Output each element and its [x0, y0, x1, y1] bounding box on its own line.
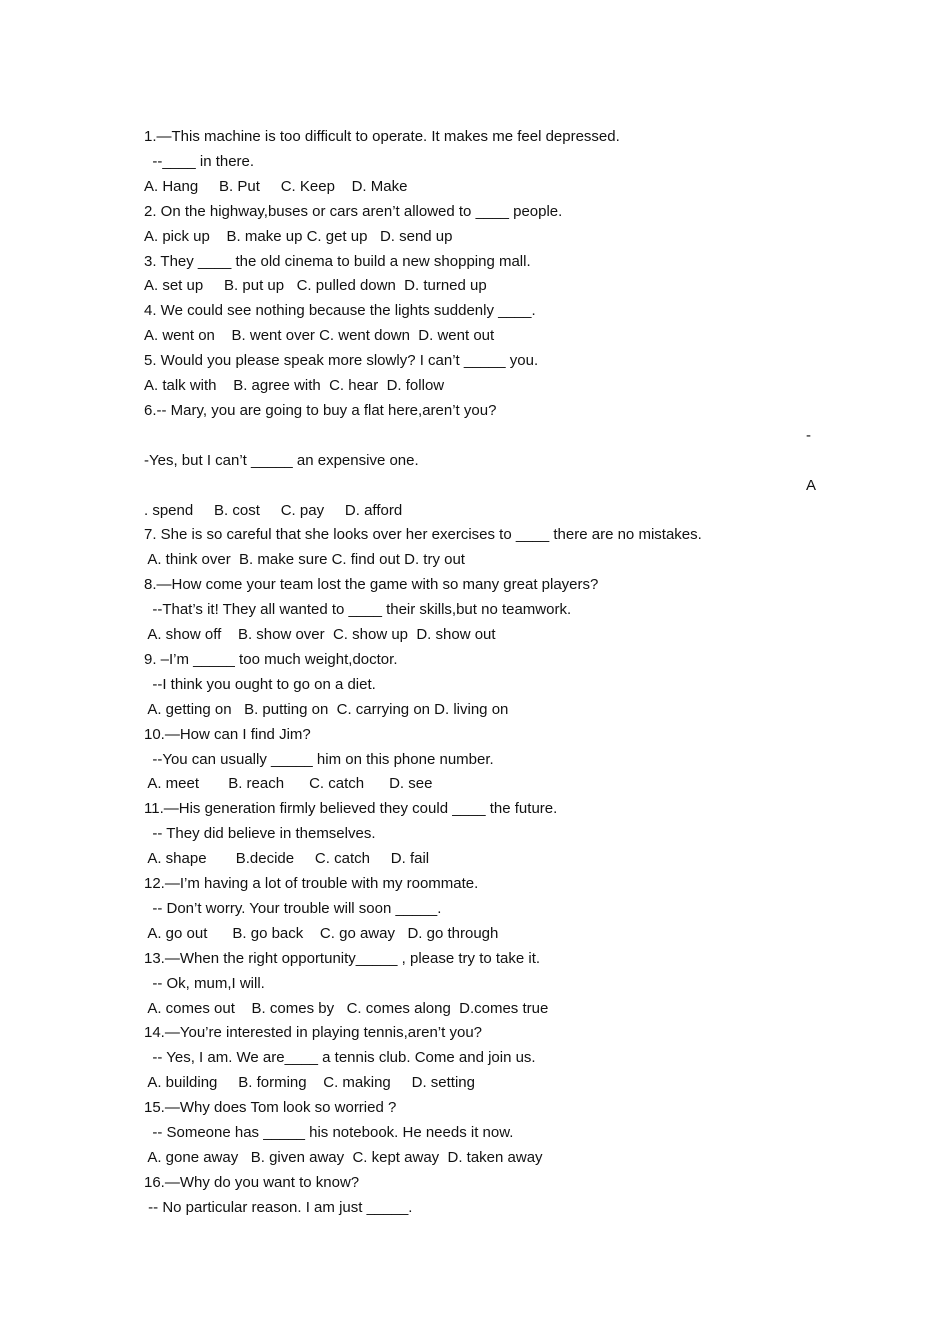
- text-line-25: 10.—How can I find Jim?: [144, 726, 311, 743]
- text-line-7: A. set up B. put up C. pulled down D. turned up: [144, 277, 487, 294]
- text-line-44: -- No particular reason. I am just _____.: [144, 1199, 413, 1216]
- text-line-6: 3. They ____ the old cinema to build a new shopping mall.: [144, 253, 531, 270]
- text-line-20: --That’s it! They all wanted to ____ their skills,but no teamwork.: [144, 601, 572, 618]
- text-line-31: 12.—I’m having a lot of trouble with my roommate.: [144, 875, 479, 892]
- text-line-21: A. show off B. show over C. show up D. show out: [144, 626, 496, 643]
- stray-letter-mark: A: [806, 477, 817, 494]
- text-line-9: A. went on B. went over C. went down D. went out: [144, 327, 495, 344]
- text-line-43: 16.—Why do you want to know?: [144, 1174, 360, 1191]
- text-line-26: --You can usually _____ him on this phone number.: [144, 751, 494, 768]
- text-line-11: A. talk with B. agree with C. hear D. follow: [144, 377, 445, 394]
- text-line-40: 15.—Why does Tom look so worried ?: [144, 1099, 397, 1116]
- text-line-12: 6.-- Mary, you are going to buy a flat here,aren’t you?: [144, 402, 497, 419]
- text-line-3: A. Hang B. Put C. Keep D. Make: [144, 178, 408, 195]
- text-line-37: 14.—You’re interested in playing tennis,aren’t you?: [144, 1024, 482, 1041]
- stray-dash-mark: -: [806, 427, 811, 444]
- text-line-22: 9. –I’m _____ too much weight,doctor.: [144, 651, 398, 668]
- text-line-36: A. comes out B. comes by C. comes along D.comes true: [144, 1000, 549, 1017]
- text-line-5: A. pick up B. make up C. get up D. send up: [144, 228, 453, 245]
- text-line-16: . spend B. cost C. pay D. afford: [144, 502, 403, 519]
- text-line-23: --I think you ought to go on a diet.: [144, 676, 376, 693]
- text-line-30: A. shape B.decide C. catch D. fail: [144, 850, 430, 867]
- text-line-1: 1.—This machine is too difficult to operate. It makes me feel depressed.: [144, 128, 620, 145]
- text-line-4: 2. On the highway,buses or cars aren’t allowed to ____ people.: [144, 203, 563, 220]
- text-line-32: -- Don’t worry. Your trouble will soon _____.: [144, 900, 442, 917]
- text-line-27: A. meet B. reach C. catch D. see: [144, 775, 433, 792]
- text-line-28: 11.—His generation firmly believed they could ____ the future.: [144, 800, 558, 817]
- text-line-19: 8.—How come your team lost the game with so many great players?: [144, 576, 599, 593]
- text-line-35: -- Ok, mum,I will.: [144, 975, 265, 992]
- text-line-17: 7. She is so careful that she looks over her exercises to ____ there are no mistakes.: [144, 526, 702, 543]
- text-line-38: -- Yes, I am. We are____ a tennis club. Come and join us.: [144, 1049, 536, 1066]
- text-line-39: A. building B. forming C. making D. setting: [144, 1074, 475, 1091]
- text-line-8: 4. We could see nothing because the lights suddenly ____.: [144, 302, 536, 319]
- text-line-2: --____ in there.: [144, 153, 255, 170]
- text-line-24: A. getting on B. putting on C. carrying on D. living on: [144, 701, 509, 718]
- text-line-14: -Yes, but I can’t _____ an expensive one.: [144, 452, 419, 469]
- text-line-18: A. think over B. make sure C. find out D. try out: [144, 551, 465, 568]
- text-line-33: A. go out B. go back C. go away D. go through: [144, 925, 499, 942]
- text-line-41: -- Someone has _____ his notebook. He needs it now.: [144, 1124, 514, 1141]
- text-line-10: 5. Would you please speak more slowly? I can’t _____ you.: [144, 352, 539, 369]
- text-line-34: 13.—When the right opportunity_____ , please try to take it.: [144, 950, 541, 967]
- text-line-29: -- They did believe in themselves.: [144, 825, 376, 842]
- text-line-42: A. gone away B. given away C. kept away D. taken away: [144, 1149, 543, 1166]
